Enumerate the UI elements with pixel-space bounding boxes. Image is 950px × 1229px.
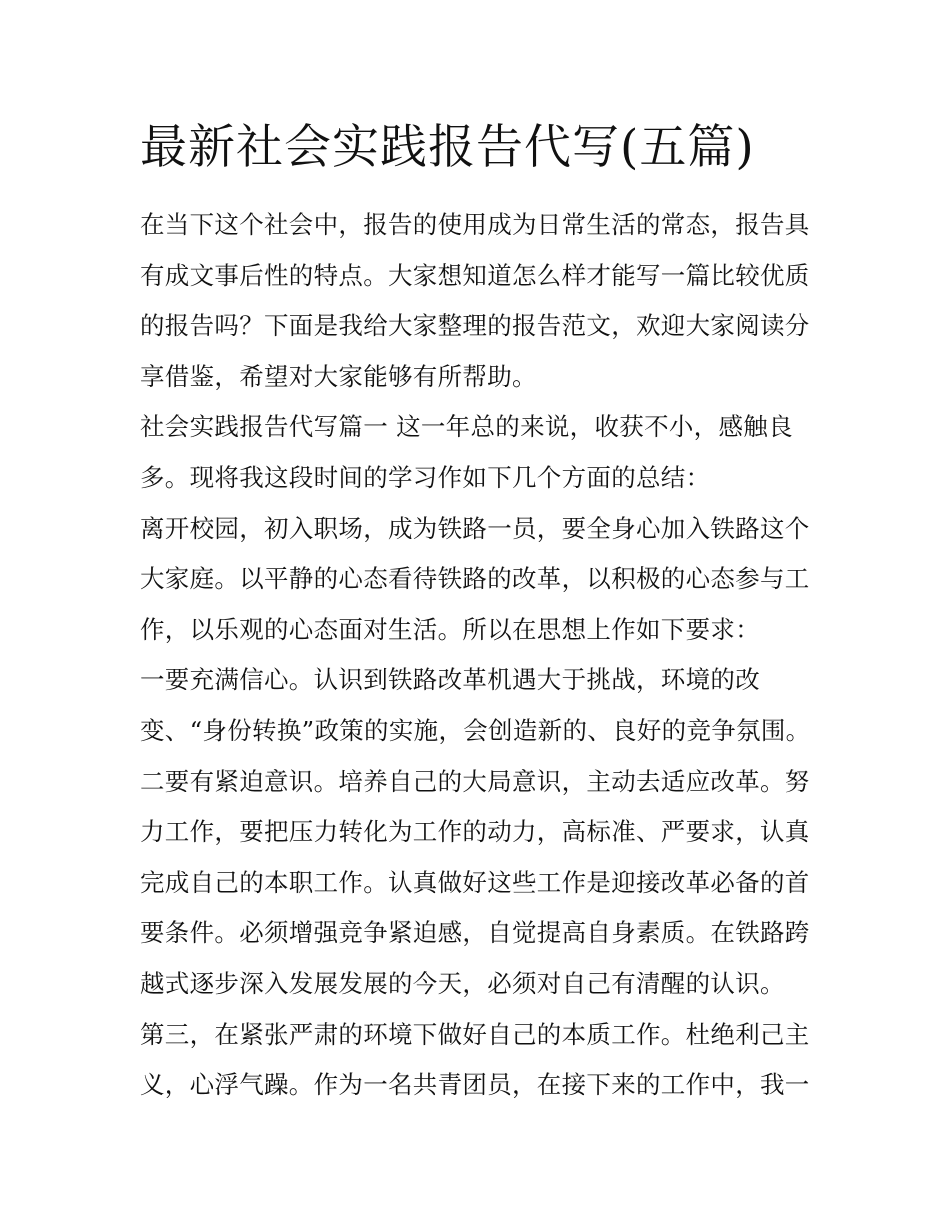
text-line: 的报告吗？下面是我给大家整理的报告范文，欢迎大家阅读分	[140, 311, 810, 341]
text-line: 在当下这个社会中，报告的使用成为日常生活的常态，报告具	[140, 210, 810, 239]
text-line: 变、“身份转换”政策的实施，会创造新的、良好的竞争氛围。	[140, 715, 811, 745]
text-line: 义，心浮气躁。作为一名共青团员，在接下来的工作中，我一	[140, 1070, 810, 1100]
text-line: 越式逐步深入发展发展的今天，必须对自己有清醒的认识。	[140, 968, 785, 998]
text-line: 作，以乐观的心态面对生活。所以在思想上作如下要求：	[140, 614, 760, 644]
text-line: 第三，在紧张严肃的环境下做好自己的本质工作。杜绝利己主	[140, 1019, 810, 1049]
document-title: 最新社会实践报告代写(五篇)	[140, 120, 755, 175]
text-line: 力工作，要把压力转化为工作的动力，高标准、严要求，认真	[140, 817, 810, 847]
text-line: 大家庭。以平静的心态看待铁路的改革，以积极的心态参与工	[140, 564, 810, 594]
text-line: 要条件。必须增强竞争紧迫感，自觉提高自身素质。在铁路跨	[140, 918, 810, 948]
text-line: 享借鉴，希望对大家能够有所帮助。	[140, 361, 537, 391]
text-line: 社会实践报告代写篇一 这一年总的来说，收获不小，感触良	[140, 412, 793, 442]
text-line: 完成自己的本职工作。认真做好这些工作是迎接改革必备的首	[140, 867, 810, 897]
document-body	[140, 200, 820, 1111]
text-line: 二要有紧迫意识。培养自己的大局意识，主动去适应改革。努	[140, 766, 810, 796]
text-line: 一要充满信心。认识到铁路改革机遇大于挑战，环境的改	[140, 665, 760, 695]
text-line: 多。现将我这段时间的学习作如下几个方面的总结：	[140, 462, 711, 492]
text-line: 有成文事后性的特点。大家想知道怎么样才能写一篇比较优质	[140, 260, 810, 290]
text-line: 离开校园，初入职场，成为铁路一员，要全身心加入铁路这个	[140, 513, 810, 543]
